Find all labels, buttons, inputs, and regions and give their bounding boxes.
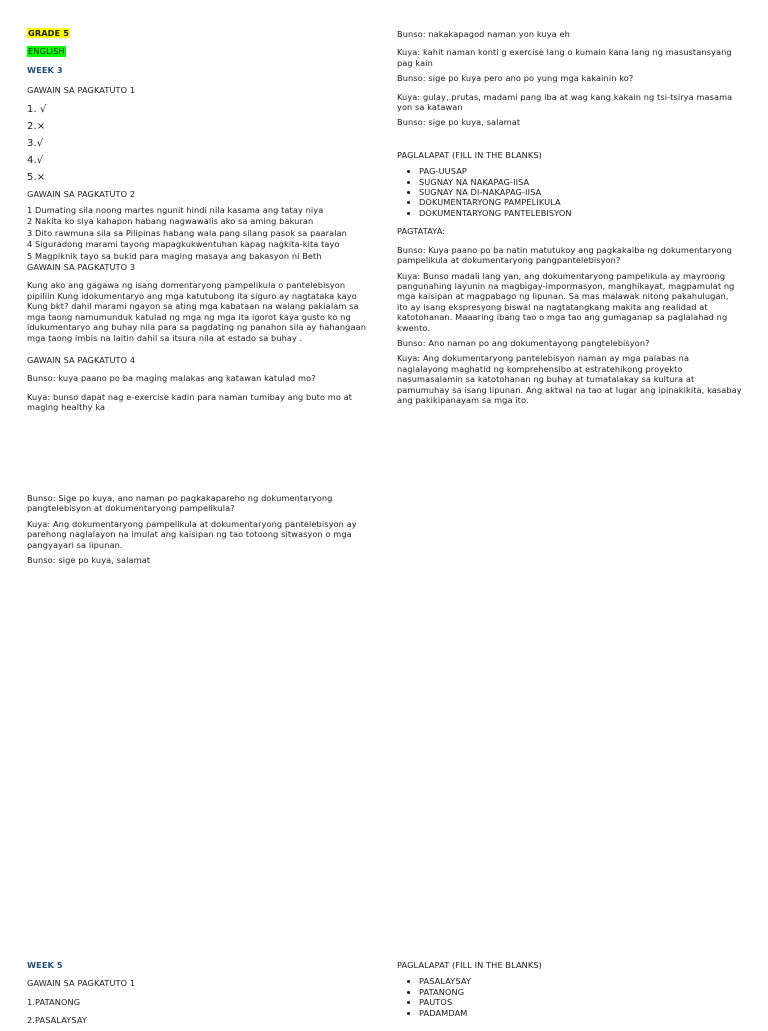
dialog-line: Kuya: gulay, prutas, madami pang iba at wag kang kakain ng tsi-tsirya masama yon sa katawan [397, 91, 733, 113]
week5-item: 1.PATANONG [27, 996, 81, 1007]
answer-item: 5.× [27, 171, 46, 183]
dialog2-end: Bunso: sige po kuya, salamat [27, 555, 151, 566]
grade-label: GRADE 5 [28, 28, 69, 38]
pagtataya-q2: Bunso: Ano naman po ang dokumentayong pangtelebisyon? [397, 337, 650, 348]
dialog-line: Bunso: nakakapagod naman yon kuya eh [397, 29, 570, 39]
list-item: • PAUTOS [419, 997, 742, 1007]
week5-heading: GAWAIN SA PAGKATUTO 1 [27, 978, 136, 989]
g1-heading: GAWAIN SA PAGKATUTO 1 [27, 85, 136, 96]
list-item: • PAG-UUSAP [419, 166, 742, 176]
g3-paragraph: Kung ako ang gagawa ng isang domentaryong pampelikula o pantelebisyon pipiliin Kung idokumentaryo ang mga katutubong ita siguro ay nagtataka kayo Kung bkt? dahil marami ngayon sa ating mga kabataan na walang pakialam sa mga taong namumunduk katulad ng mga ng mga ita igorot kaya gusto ko ng idukumentaryo ang buhay nila para sa pagdating ng panahon sila ay hahangaan mga taong imbis na laitin dahil sa itsura nila at estado sa buhay . [27, 280, 367, 343]
paglalapat-heading: PAGLALAPAT (FILL IN THE BLANKS) [397, 149, 542, 160]
answer-item: 1. √ [27, 103, 47, 115]
g2-heading: GAWAIN SA PAGKATUTO 2 [27, 188, 136, 199]
g1-answers [27, 104, 372, 184]
dialog-line: Bunso: sige po kuya pero ano po yung mga kakainin ko? [397, 73, 634, 84]
left-column [27, 28, 372, 418]
week5-label: WEEK 5 [27, 960, 63, 970]
pagtataya-a2: Kuya: Ang dokumentaryong pantelebisyon naman ay mga palabas na naglalayong maghatid ng komprehensibo at estratehikong proyekto nasumasalamin sa katotohanan ng buhay at tumatalakay sa kultura at pamumuhay sa isang lipunan. Ang aktwal na tao at lugar ang ipinakikita, kasabay ang pakikipanayam sa mga ito. [397, 353, 742, 405]
list-item: • SUGNAY NA DI-NAKAPAG-IISA [419, 187, 742, 197]
dialog2-question: Bunso: Sige po kuya, ano naman po pagkakapareho ng dokumentaryong pangtelebisyon at dokumentaryong pampelikula? [27, 493, 333, 514]
list-item: • PASALAYSAY [419, 976, 742, 986]
pagtataya-heading: PAGTATAYA: [397, 226, 446, 237]
g2-line: 1 Dumating sila noong martes ngunit hindi nila kasama ang tatay niya [27, 205, 324, 216]
right-column [397, 29, 742, 410]
week5-item: 2.PASALAYSAY [27, 1015, 88, 1026]
g4-heading: GAWAIN SA PAGKATUTO 4 [27, 354, 136, 365]
subject-label: ENGLISH [28, 46, 65, 57]
g4-question: Bunso: kuya paano po ba maging malakas ang katawan katulad mo? [27, 373, 316, 384]
answer-item: 3.√ [27, 137, 44, 149]
list-item: • SUGNAY NA NAKAPAG-IISA [419, 177, 742, 187]
right-paglalapat-2 [397, 960, 742, 1026]
answer-item: 4.√ [27, 154, 44, 166]
g2-line: 4 Siguradong marami tayong mapagkukwentuhan kapag nagkita-kita tayo [27, 239, 340, 250]
g2-line: 5 Magpiknik tayo sa bukid para maging masaya ang bakasyon ni Beth [27, 250, 322, 261]
g4-answer: Kuya: bunso dapat nag e-exercise kadin para naman tumibay ang buto mo at maging healthy ka [27, 391, 353, 413]
week-label: WEEK 3 [27, 64, 63, 75]
g3-heading: GAWAIN SA PAGKATUTO 3 [27, 262, 136, 273]
dialog-line: Bunso: sige po kuya, salamat [397, 117, 521, 128]
list-item: • PATANONG [419, 987, 742, 997]
left-week5 [27, 960, 372, 1031]
paglalapat-list [397, 166, 742, 218]
list-item: • DOKUMENTARYONG PAMPELIKULA [419, 197, 742, 207]
list-item: • DOKUMENTARYONG PANTELEBISYON [419, 208, 742, 218]
paglalapat2-heading: PAGLALAPAT (FILL IN THE BLANKS) [397, 960, 542, 970]
g2-lines [27, 205, 372, 261]
pagtataya-q1: Bunso: Kuya paano po ba natin matutukoy ang pagkakaiba ng dokumentaryong pampelikula at dokumentaryong pangpantelebisyon? [397, 244, 732, 266]
g2-line: 3 Dito rawmuna sila sa Pilipinas habang wala pang silang pasok sa paaralan [27, 227, 347, 238]
answer-item: 2.× [27, 120, 46, 132]
list-item: • PADAMDAM [419, 1008, 742, 1018]
dialog-line: Kuya: kahit naman konti g exercise lang o kumain kana lang ng masustansyang pag kain [397, 47, 732, 68]
left-dialog-2 [27, 493, 372, 570]
g2-line: 2 Nakita ko siya kahapon habang nagwawalis ako sa aming bakuran [27, 216, 314, 227]
dialog2-answer: Kuya: Ang dokumentaryong pampelikula at dokumentaryong pantelebisyon ay parehong naglalayon na imulat ang kaisipan ng tao totoong sitwasyon o mga pangyayari sa lipunan. [27, 518, 357, 550]
pagtataya-a1: Kuya: Bunso madali lang yan, ang dokumentaryong pampelikula ay mayroong pangunahing layunin na magbigay-impormasyon, manghikayat, magpamulat ng mga kaisipan at magpabago ng lipunan. Sa mas malawak nitong pakahulugan, ito ay isang ekspresyong biswal na nagtatangkang makita ang realidad at katotohanan. Maaaring ibang tao o mga tao ang gumaganap sa paglalahad ng kwento. [397, 270, 735, 333]
paglalapat2-list [397, 976, 742, 1018]
